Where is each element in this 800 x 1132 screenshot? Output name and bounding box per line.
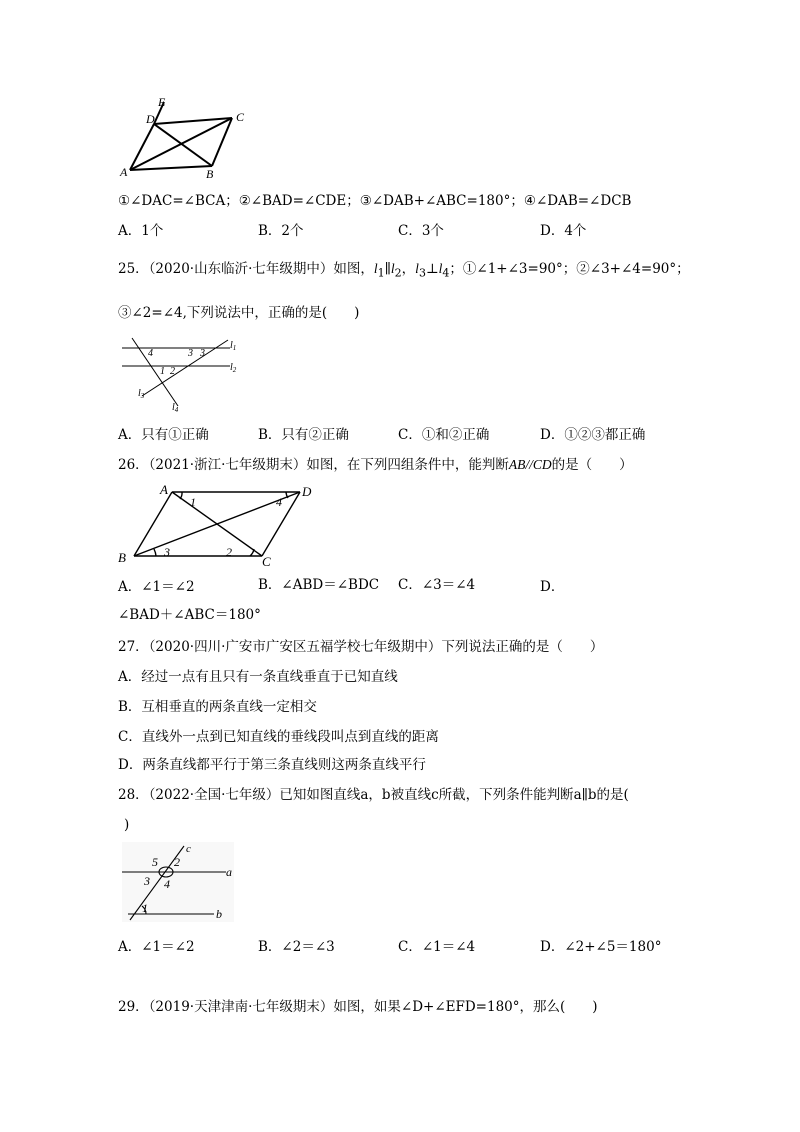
- q25-expr2: ∠3+∠4=90°: [589, 261, 677, 277]
- q25-l2: l: [390, 261, 395, 276]
- q27-option-a[interactable]: A．经过一点有且只有一条直线垂直于已知直线: [118, 669, 398, 685]
- fig28-label-2: 2: [174, 855, 180, 869]
- q29-number: 29．: [118, 999, 149, 1015]
- q24-option-a[interactable]: A．1个: [118, 223, 164, 239]
- q28-option-c[interactable]: C．∠1＝∠4: [398, 939, 476, 955]
- q25-l3: l: [415, 261, 419, 276]
- q29-text: （2019·天津津南·七年级期末）如图，如果∠D+∠EFD=180°，那么( ): [148, 999, 598, 1015]
- q27-option-d[interactable]: D．两条直线都平行于第三条直线则这两条直线平行: [118, 757, 426, 773]
- q25-part3: ；: [676, 261, 690, 277]
- fig25-label-3b: 3: [200, 348, 205, 359]
- fig25-label-2: 2: [170, 366, 175, 377]
- fig24-label-B: B: [206, 167, 214, 180]
- q24-option-b[interactable]: B．2个: [258, 223, 304, 239]
- fig26-label-D: D: [302, 484, 312, 499]
- figure-q26-parallelogram: [116, 482, 320, 566]
- q27-stem: [118, 638, 603, 656]
- fig24-label-E: E: [158, 96, 166, 109]
- fig28-label-a: a: [226, 865, 232, 879]
- q25-l1: l: [373, 261, 378, 276]
- fig25-label-l2: $l_2$: [230, 362, 237, 374]
- q24-option-d[interactable]: D．4个: [540, 223, 587, 239]
- q25-l3-sub: 3: [418, 266, 426, 280]
- q25-perp-symbol: ⊥: [425, 261, 439, 277]
- q25-l2-sub: 2: [394, 266, 402, 280]
- q26-option-b[interactable]: B．∠ABD＝∠BDC: [258, 577, 380, 593]
- fig26-label-A: A: [160, 482, 168, 497]
- q25-line2: ③∠2=∠4,下列说法中，正确的是( ): [118, 305, 360, 321]
- q28-option-d[interactable]: D．∠2+∠5＝180°: [540, 939, 662, 955]
- fig26-label-1: 1: [190, 495, 196, 509]
- fig25-label-l3: $l_3$: [138, 388, 145, 400]
- q27-option-b[interactable]: B．互相垂直的两条直线一定相交: [118, 699, 317, 715]
- q25-option-c[interactable]: C．①和②正确: [398, 427, 490, 443]
- q28-text: （2022·全国·七年级）已知如图直线a，b被直线c所截，下列条件能判断a∥b的是(: [148, 787, 629, 803]
- fig24-label-A: A: [120, 165, 128, 179]
- q25-number: 25．: [118, 261, 149, 277]
- fig26-label-4: 4: [276, 495, 282, 509]
- fig25-label-1: 1: [160, 366, 165, 377]
- q26-option-a[interactable]: A．∠1＝∠2: [118, 579, 195, 595]
- q25-expr1: ∠1+∠3=90°: [476, 261, 563, 277]
- q25-l4: l: [438, 261, 443, 276]
- q26-tail: 的是（ ）: [551, 457, 633, 473]
- fig28-label-3: 3: [144, 874, 150, 888]
- fig25-label-4: 4: [148, 348, 153, 359]
- fig24-label-D: D: [146, 112, 155, 126]
- fig25-label-3a: 3: [188, 348, 193, 359]
- q26-option-d[interactable]: D．: [540, 579, 565, 595]
- q26-stem: [118, 456, 633, 474]
- fig26-label-B: B: [118, 550, 126, 565]
- q27-text: （2020·四川·广安市广安区五福学校七年级期中）下列说法正确的是（ ）: [148, 639, 604, 655]
- q26-option-c[interactable]: C．∠3＝∠4: [398, 577, 476, 593]
- figure-q24-parallelogram: [118, 96, 258, 180]
- q25-option-b[interactable]: B．只有②正确: [258, 427, 349, 443]
- q28-number: 28．: [118, 787, 149, 803]
- fig28-label-b: b: [216, 907, 222, 921]
- q26-text: （2021·浙江·七年级期末）如图，在下列四组条件中，能判断: [148, 457, 509, 473]
- q25-separator: ，: [401, 261, 416, 277]
- q25-option-d[interactable]: D．①②③都正确: [540, 427, 646, 443]
- q26-option-d-content: ∠BAD＋∠ABC＝180°: [118, 607, 261, 623]
- fig28-label-5: 5: [152, 855, 158, 869]
- q25-option-a[interactable]: A．只有①正确: [118, 427, 209, 443]
- q27-option-c[interactable]: C．直线外一点到已知直线的垂线段叫点到直线的距离: [118, 729, 439, 745]
- q25-part1: ；①: [449, 261, 477, 277]
- q26-number: 26．: [118, 457, 149, 473]
- fig28-label-4: 4: [164, 877, 170, 891]
- figure-q25-lines: [118, 334, 244, 414]
- q26-expr: AB//CD: [508, 457, 552, 472]
- q24-option-c[interactable]: C．3个: [398, 223, 444, 239]
- q25-stem: [118, 260, 690, 283]
- q29-stem: [118, 998, 598, 1016]
- fig28-label-1: 1: [142, 901, 148, 915]
- q25-parallel-symbol: ∥: [384, 261, 391, 277]
- fig26-label-C: C: [262, 554, 271, 566]
- q28-option-a[interactable]: A．∠1＝∠2: [118, 939, 195, 955]
- q25-source: （2020·山东临沂·七年级期中）如图，: [148, 261, 374, 277]
- fig25-label-l4: $l_4$: [172, 402, 179, 414]
- fig28-label-c: c: [186, 843, 191, 855]
- q25-l4-sub: 4: [442, 266, 450, 280]
- q28-stem: [118, 786, 629, 804]
- fig26-label-2: 2: [226, 545, 232, 559]
- fig24-label-C: C: [236, 110, 245, 124]
- fig25-label-l1: $l_1$: [230, 340, 237, 352]
- figure-q28-transversal: [118, 840, 240, 924]
- q25-part2: ；②: [562, 261, 590, 277]
- q25-l1-sub: 1: [377, 266, 385, 280]
- q24-conditions: ①∠DAC=∠BCA；②∠BAD=∠CDE；③∠DAB+∠ABC=180°；④∠DAB=∠DCB: [118, 193, 632, 209]
- fig26-label-3: 3: [164, 545, 170, 559]
- q28-stem-line2: ): [124, 817, 130, 833]
- q27-number: 27．: [118, 639, 149, 655]
- q28-option-b[interactable]: B．∠2＝∠3: [258, 939, 335, 955]
